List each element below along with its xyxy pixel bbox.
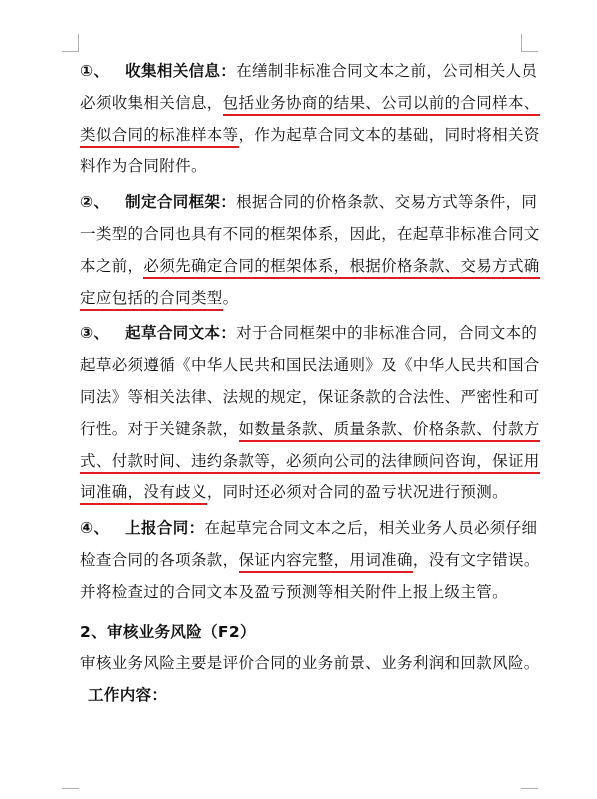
underlined-text: 包括业务协商的结果、公司以前的合同样本、类似合同的标准样本等 [80, 94, 540, 148]
page-corner-mark [521, 788, 538, 789]
step-text: 。 [222, 288, 239, 307]
step-text: 根据合同的价格条款、交易方式等条件，同一类型的合同也具有不同的框架体系，因此，在起草非标准合同文本之前， [80, 193, 540, 275]
document-body [80, 56, 540, 712]
work-content-label: 工作内容： [88, 686, 168, 705]
step-text: 对于合同框架中的非标准合同，合同文本的起草必须遵循《中华人民共和国民法通则》及《中华人民共和国合同法》等相关法律、法规的规定，保证条款的合法性、严密性和可行性。对于关键条款， [80, 324, 540, 438]
step-text: ，同时还必须对合同的盈亏状况进行预测。 [206, 483, 508, 502]
section-text: 审核业务风险主要是评价合同的业务前景、业务利润和回款风险。 [80, 654, 540, 673]
underlined-text: 保证内容完整，用词准确 [239, 551, 413, 573]
underlined-text: 必须先确定合同的框架体系，根据价格条款、交易方式确定应包括的合同类型 [80, 257, 540, 311]
step-text: ，作为起草合同文本的基础，同时将相关资料作为合同附件。 [80, 125, 540, 176]
step-paragraph [80, 56, 540, 183]
page-corner-mark [62, 51, 79, 52]
step-paragraph [80, 318, 540, 509]
step-paragraph [80, 187, 540, 314]
step-number: ②、 [80, 193, 110, 212]
page-corner-mark [78, 34, 79, 52]
step-title: 制定合同框架： [125, 193, 237, 212]
step-text: ，没有文字错误。并将检查过的合同文本及盈亏预测等相关附件上报上级主管。 [80, 550, 540, 601]
step-title: 收集相关信息： [125, 62, 237, 80]
step-text: 在起草完合同文本之后，相关业务人员必须仔细检查合同的各项条款， [80, 519, 538, 569]
page-corner-mark [62, 788, 79, 789]
page-corner-mark [521, 51, 538, 52]
underlined-text: 如数量条款、质量条款、价格条款、付款方式、付款时间、违约条款等，必须向公司的法律顾问咨询，保证用词准确，没有歧义 [80, 420, 540, 506]
step-number: ④、 [80, 519, 110, 538]
step-title: 上报合同： [125, 519, 205, 538]
step-text: 在缮制非标准合同文本之前，公司相关人员必须收集相关信息， [80, 62, 538, 112]
step-paragraph [80, 513, 540, 608]
step-title: 起草合同文本： [125, 324, 237, 343]
page-corner-mark [521, 34, 522, 52]
section-heading: 2、审核业务风险（F2） [80, 622, 256, 641]
step-number: ③、 [80, 324, 110, 343]
step-number: ①、 [80, 62, 110, 80]
